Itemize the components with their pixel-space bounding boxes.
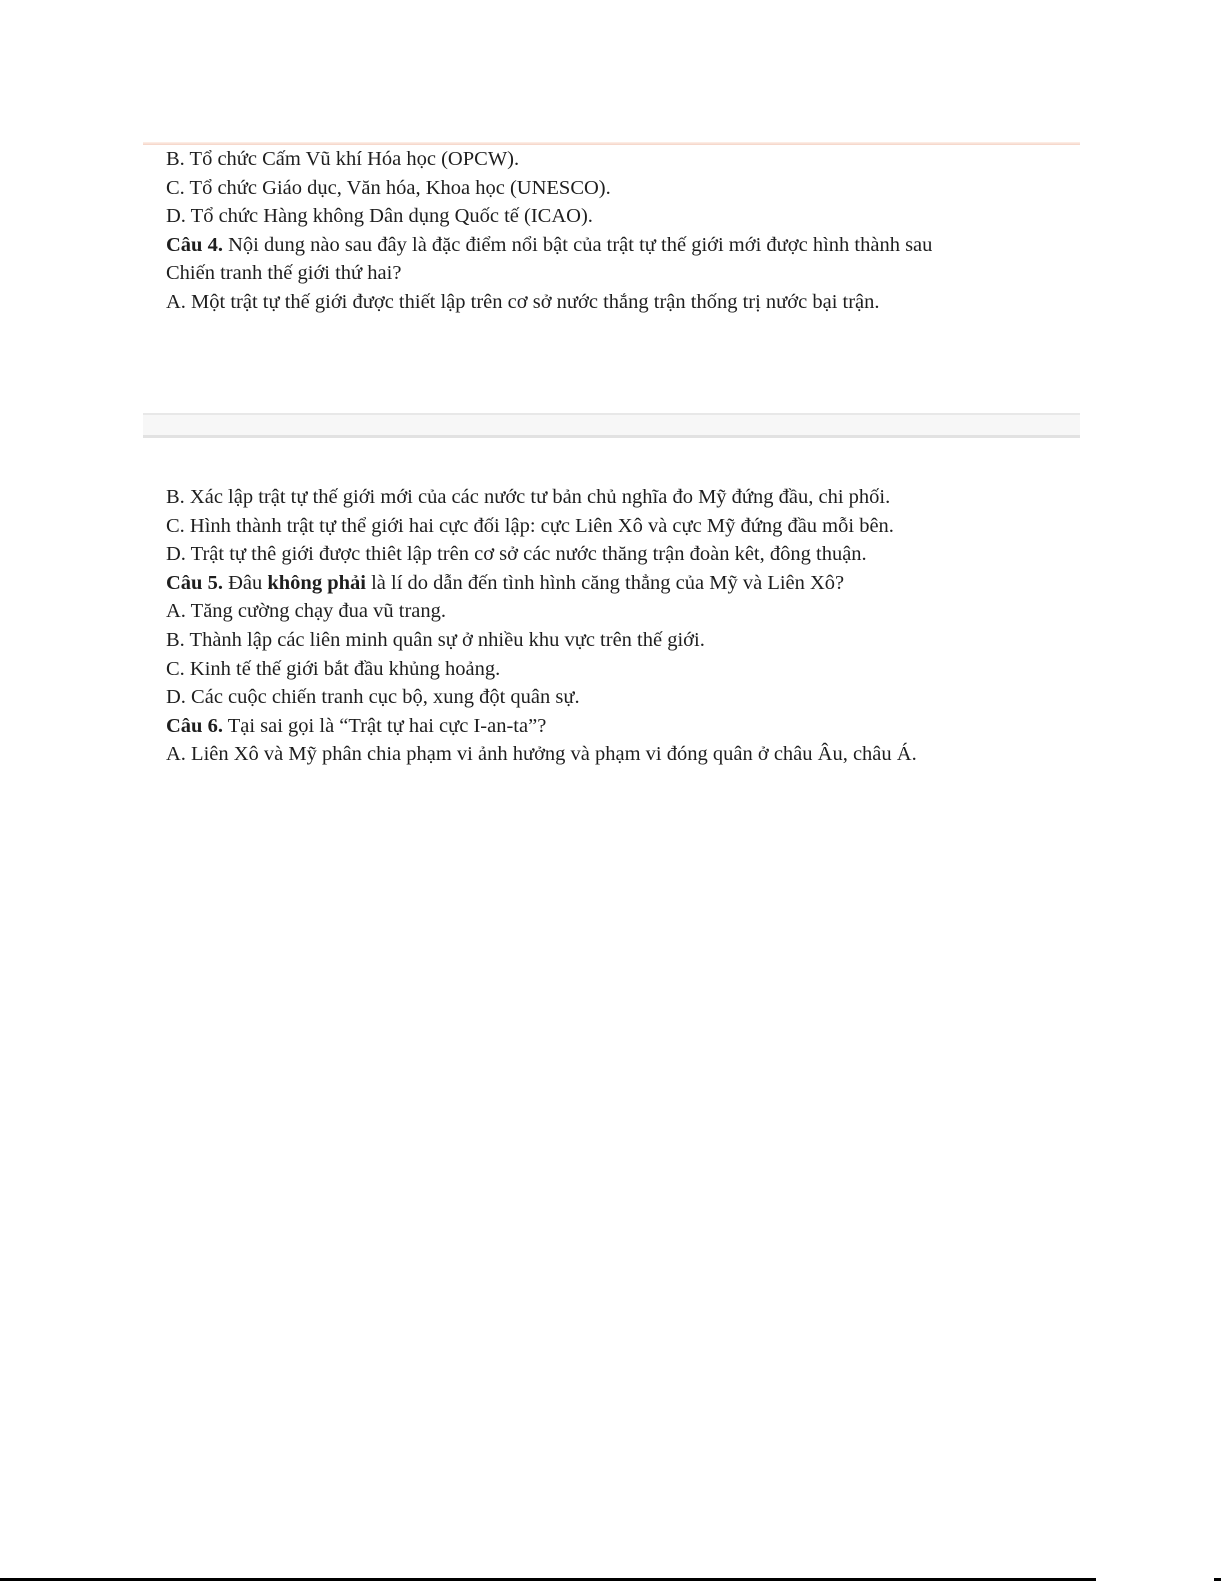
text-line — [166, 540, 1126, 569]
bottom-corner-mark — [1214, 1578, 1221, 1581]
text-line — [166, 712, 1126, 741]
text-segment: Đâu — [222, 571, 268, 594]
text-segment: Chiến tranh thế giới thứ hai? — [166, 262, 402, 285]
text-line — [166, 683, 1126, 712]
text-line — [166, 626, 1126, 655]
bold-text-segment: Câu 4. — [166, 233, 223, 256]
text-segment: D. Các cuộc chiến tranh cục bộ, xung đột quân sự. — [166, 686, 580, 709]
text-segment: C. Hình thành trật tự thể giới hai cực đối lập: cực Liên Xô và cực Mỹ đứng đầu mỗi bên. — [166, 514, 894, 537]
text-line — [166, 259, 1126, 288]
text-line — [166, 655, 1126, 684]
text-line — [166, 512, 1126, 541]
separator-band — [143, 413, 1080, 438]
text-line — [166, 288, 1126, 317]
text-segment: Tại sai gọi là “Trật tự hai cực I-an-ta”? — [222, 714, 547, 737]
text-segment: là lí do dẫn đến tình hình căng thẳng của Mỹ và Liên Xô? — [365, 571, 845, 594]
text-line — [166, 483, 1126, 512]
text-segment: B. Xác lập trật tự thế giới mới của các nước tư bản chủ nghĩa đo Mỹ đứng đầu, chi phối. — [166, 486, 891, 508]
text-segment: D. Trật tự thê giới được thiêt lập trên cơ sở các nước thăng trận đoàn kêt, đông thuận. — [166, 543, 867, 566]
text-line — [166, 740, 1126, 769]
text-segment: C. Kinh tế thế giới bắt đầu khủng hoảng. — [166, 657, 501, 680]
text-line — [166, 202, 1126, 231]
text-line — [166, 174, 1126, 203]
bold-text-segment: Câu 6. — [166, 714, 223, 737]
text-segment: A. Một trật tự thế giới được thiết lập trên cơ sở nước thắng trận thống trị nước bại trận. — [166, 290, 880, 313]
bold-text-segment: Câu 5. — [166, 571, 223, 594]
bold-text-segment: không phải — [267, 571, 366, 594]
bottom-border-line — [0, 1578, 1096, 1581]
text-line — [166, 145, 1126, 174]
question-block-2 — [166, 483, 1126, 769]
text-line — [166, 569, 1126, 598]
text-segment: Nội dung nào sau đây là đặc điểm nổi bật của trật tự thế giới mới được hình thành sau — [222, 233, 933, 256]
question-block-1 — [166, 145, 1126, 317]
text-segment: B. Thành lập các liên minh quân sự ở nhiều khu vực trên thế giới. — [166, 628, 705, 651]
text-segment: C. Tổ chức Giáo dục, Văn hóa, Khoa học (UNESCO). — [166, 176, 611, 199]
text-segment: D. Tổ chức Hàng không Dân dụng Quốc tế (ICAO). — [166, 205, 593, 228]
text-segment: A. Tăng cường chạy đua vũ trang. — [166, 600, 447, 623]
text-line — [166, 597, 1126, 626]
text-segment: B. Tổ chức Cấm Vũ khí Hóa học (OPCW). — [166, 148, 520, 170]
text-segment: A. Liên Xô và Mỹ phân chia phạm vi ảnh hưởng và phạm vi đóng quân ở châu Âu, châu Á. — [166, 743, 917, 766]
text-line — [166, 231, 1126, 260]
